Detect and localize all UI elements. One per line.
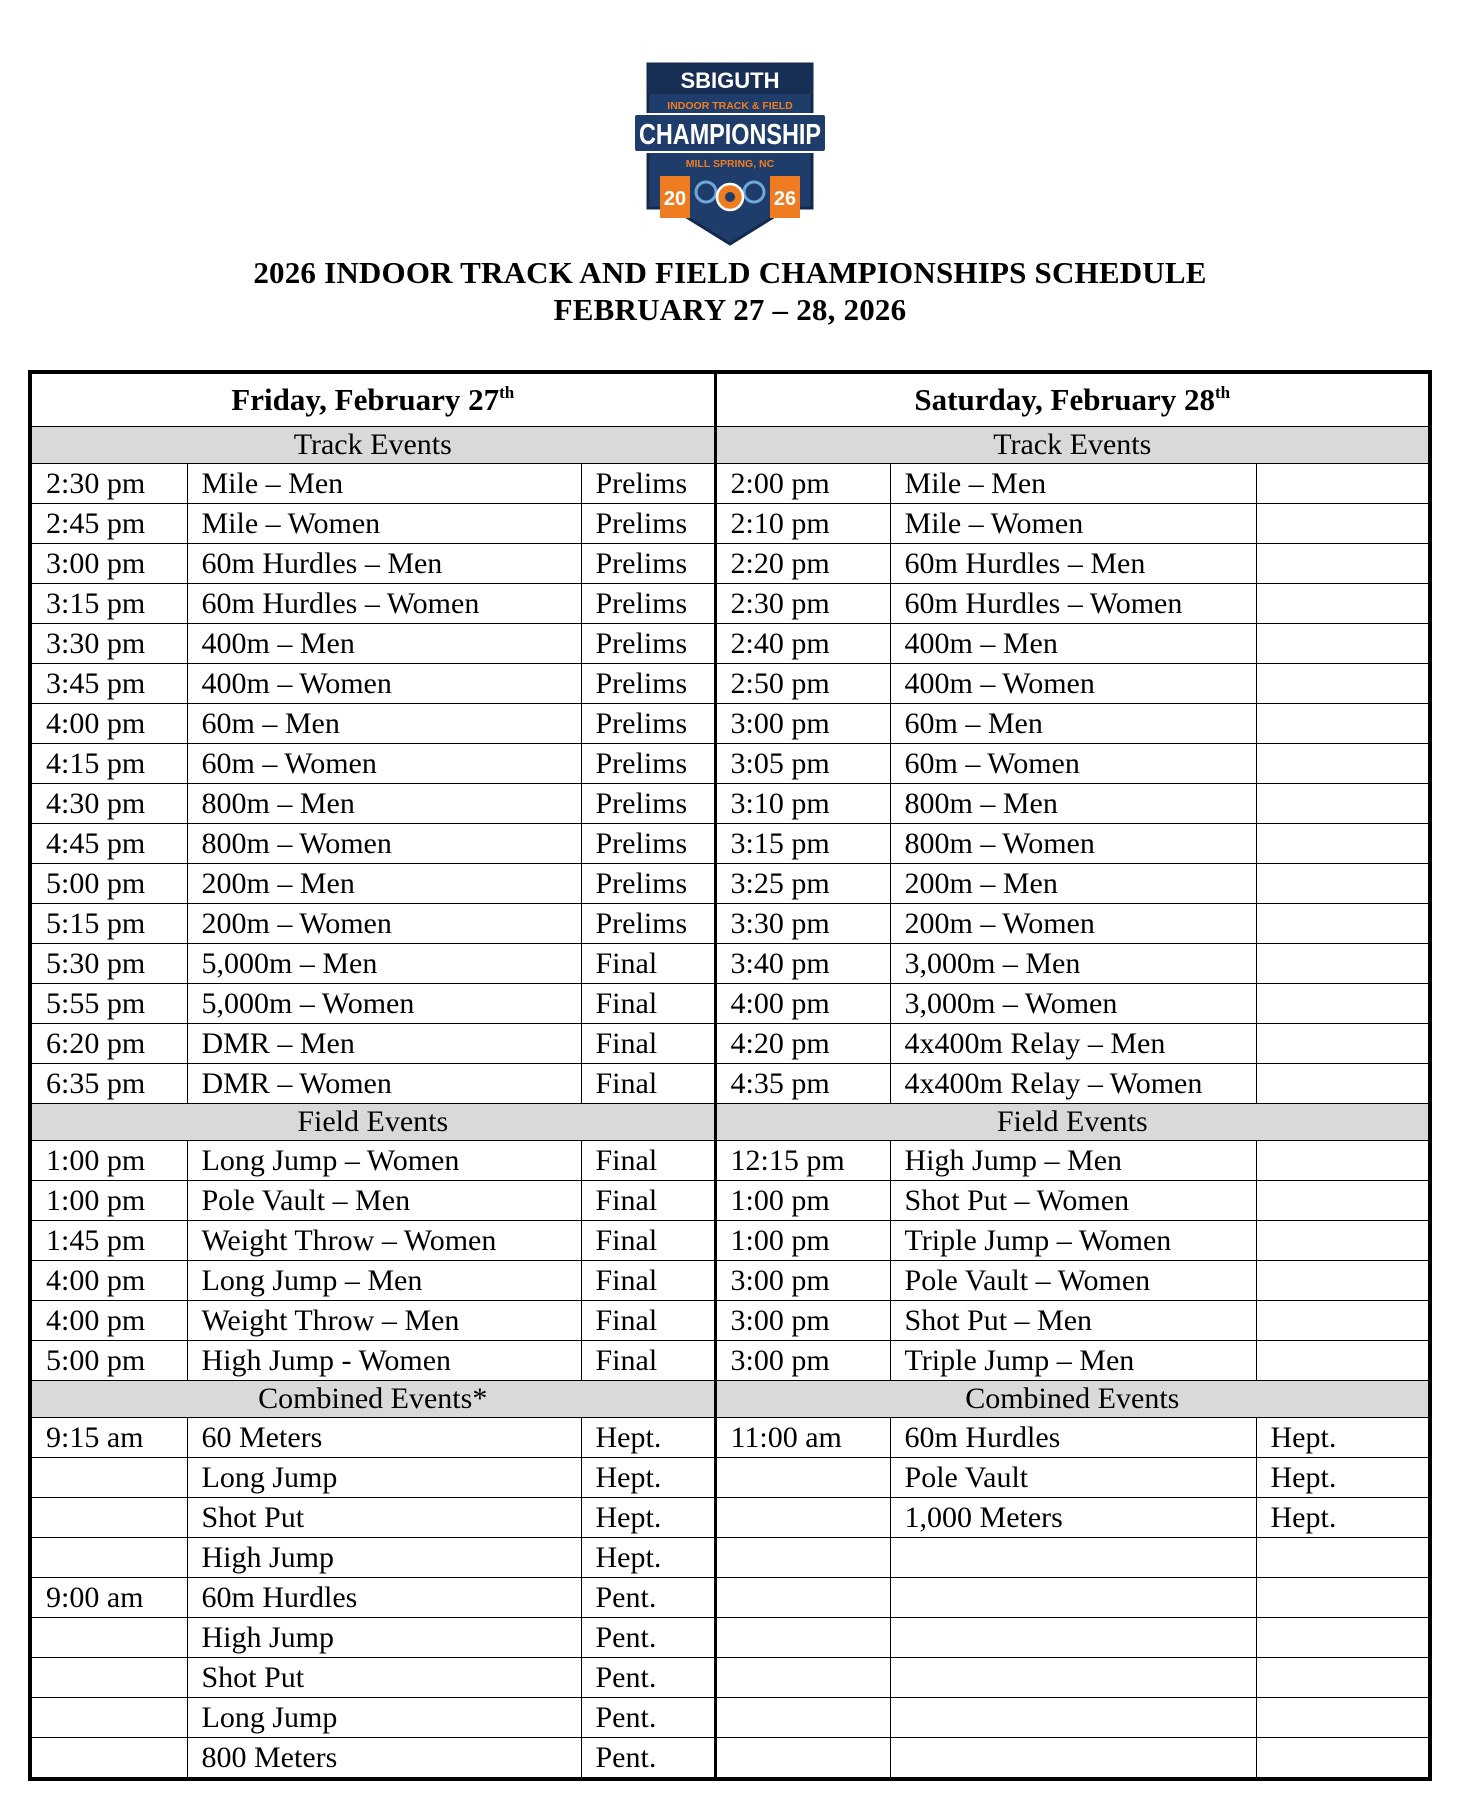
friday-time-cell: 2:45 pm [30,504,187,544]
friday-stage-cell: Final [581,1141,715,1181]
schedule-row [30,1658,1430,1698]
logo-year-right: 26 [773,188,797,210]
friday-time-cell [30,1498,187,1538]
saturday-stage-cell [1256,1181,1430,1221]
saturday-time-cell: 11:00 am [715,1418,890,1458]
friday-stage-cell: Prelims [581,624,715,664]
saturday-event-cell [890,1538,1256,1578]
schedule-row [30,784,1430,824]
friday-time-cell: 5:00 pm [30,864,187,904]
friday-time-cell: 1:00 pm [30,1181,187,1221]
saturday-stage-cell: Hept. [1256,1498,1430,1538]
schedule-row [30,1698,1430,1738]
friday-event-cell: Long Jump [187,1458,581,1498]
schedule-row [30,1458,1430,1498]
friday-event-cell: 400m – Women [187,664,581,704]
friday-stage-cell: Prelims [581,704,715,744]
saturday-event-cell: Shot Put – Women [890,1181,1256,1221]
saturday-time-cell: 4:35 pm [715,1064,890,1104]
saturday-track-label: Track Events [715,427,1430,464]
friday-stage-cell: Prelims [581,664,715,704]
saturday-stage-cell: Hept. [1256,1458,1430,1498]
schedule-row [30,864,1430,904]
championship-logo [630,58,830,248]
friday-time-cell [30,1658,187,1698]
schedule-row [30,1618,1430,1658]
saturday-time-cell [715,1618,890,1658]
saturday-stage-cell [1256,664,1430,704]
friday-combined-label: Combined Events* [30,1381,715,1418]
friday-event-cell: High Jump - Women [187,1341,581,1381]
saturday-time-cell [715,1738,890,1780]
track-section-header [30,427,1430,464]
saturday-stage-cell: Hept. [1256,1418,1430,1458]
saturday-time-cell: 3:00 pm [715,1341,890,1381]
saturday-stage-cell [1256,1024,1430,1064]
friday-time-cell: 5:15 pm [30,904,187,944]
saturday-stage-cell [1256,704,1430,744]
friday-stage-cell: Hept. [581,1418,715,1458]
saturday-event-cell: Triple Jump – Women [890,1221,1256,1261]
saturday-event-cell: 4x400m Relay – Men [890,1024,1256,1064]
saturday-stage-cell [1256,824,1430,864]
friday-stage-cell: Prelims [581,784,715,824]
friday-stage-cell: Prelims [581,864,715,904]
friday-track-label: Track Events [30,427,715,464]
friday-stage-cell: Prelims [581,824,715,864]
saturday-event-cell [890,1618,1256,1658]
saturday-field-label: Field Events [715,1104,1430,1141]
schedule-row [30,584,1430,624]
friday-time-cell: 5:30 pm [30,944,187,984]
friday-stage-cell: Pent. [581,1738,715,1780]
friday-event-cell: 60m Hurdles – Men [187,544,581,584]
friday-event-cell: 5,000m – Women [187,984,581,1024]
schedule-table [28,370,1432,1781]
friday-event-cell: Weight Throw – Men [187,1301,581,1341]
friday-stage-cell: Hept. [581,1538,715,1578]
saturday-stage-cell [1256,1301,1430,1341]
saturday-stage-cell [1256,784,1430,824]
saturday-time-cell: 4:20 pm [715,1024,890,1064]
saturday-time-cell: 3:10 pm [715,784,890,824]
saturday-event-cell: 400m – Men [890,624,1256,664]
friday-stage-cell: Pent. [581,1658,715,1698]
schedule-row [30,1261,1430,1301]
friday-field-label: Field Events [30,1104,715,1141]
friday-event-cell: Weight Throw – Women [187,1221,581,1261]
saturday-stage-cell [1256,1341,1430,1381]
saturday-stage-cell [1256,1221,1430,1261]
friday-time-cell: 3:30 pm [30,624,187,664]
schedule-row [30,1301,1430,1341]
saturday-stage-cell [1256,984,1430,1024]
saturday-event-cell: Triple Jump – Men [890,1341,1256,1381]
saturday-stage-cell [1256,1578,1430,1618]
schedule-row [30,704,1430,744]
friday-stage-cell: Final [581,1181,715,1221]
friday-time-cell: 3:00 pm [30,544,187,584]
saturday-event-cell [890,1738,1256,1780]
saturday-time-cell [715,1538,890,1578]
saturday-stage-cell [1256,1261,1430,1301]
friday-stage-cell: Hept. [581,1498,715,1538]
friday-time-cell: 6:35 pm [30,1064,187,1104]
schedule-row [30,1181,1430,1221]
schedule-row [30,504,1430,544]
saturday-event-cell: Mile – Men [890,464,1256,504]
friday-stage-cell: Final [581,1024,715,1064]
saturday-event-cell: 3,000m – Men [890,944,1256,984]
championship-logo-graphic [630,58,830,248]
saturday-event-cell [890,1658,1256,1698]
saturday-event-cell: 4x400m Relay – Women [890,1064,1256,1104]
saturday-event-cell: 800m – Men [890,784,1256,824]
schedule-table-body [30,372,1430,1779]
friday-stage-cell: Final [581,944,715,984]
schedule-row [30,1498,1430,1538]
schedule-row [30,1024,1430,1064]
friday-time-cell: 4:00 pm [30,704,187,744]
friday-time-cell [30,1458,187,1498]
schedule-row [30,1418,1430,1458]
friday-event-cell: Mile – Women [187,504,581,544]
friday-time-cell: 4:45 pm [30,824,187,864]
friday-event-cell: DMR – Men [187,1024,581,1064]
saturday-time-cell: 2:50 pm [715,664,890,704]
field-section-header [30,1104,1430,1141]
schedule-row [30,1538,1430,1578]
friday-event-cell: Mile – Men [187,464,581,504]
friday-day-suffix: th [499,383,515,402]
saturday-event-cell: 800m – Women [890,824,1256,864]
friday-stage-cell: Prelims [581,544,715,584]
friday-time-cell: 1:00 pm [30,1141,187,1181]
saturday-time-cell: 2:40 pm [715,624,890,664]
friday-time-cell [30,1698,187,1738]
friday-event-cell: 200m – Women [187,904,581,944]
schedule-row [30,1221,1430,1261]
day-header-row [30,372,1430,427]
saturday-combined-label: Combined Events [715,1381,1430,1418]
saturday-time-cell: 3:30 pm [715,904,890,944]
friday-event-cell: High Jump [187,1538,581,1578]
saturday-stage-cell [1256,584,1430,624]
friday-event-cell: 800 Meters [187,1738,581,1780]
saturday-stage-cell [1256,1618,1430,1658]
saturday-event-cell [890,1578,1256,1618]
saturday-time-cell: 2:00 pm [715,464,890,504]
friday-event-cell: 60 Meters [187,1418,581,1458]
friday-stage-cell: Final [581,1261,715,1301]
saturday-time-cell: 3:00 pm [715,704,890,744]
friday-stage-cell: Hept. [581,1458,715,1498]
logo-year-left: 20 [663,188,687,210]
saturday-time-cell [715,1458,890,1498]
saturday-stage-cell [1256,864,1430,904]
friday-event-cell: 60m Hurdles – Women [187,584,581,624]
friday-time-cell: 2:30 pm [30,464,187,504]
saturday-stage-cell [1256,744,1430,784]
saturday-event-cell: 200m – Women [890,904,1256,944]
saturday-stage-cell [1256,464,1430,504]
saturday-time-cell: 2:30 pm [715,584,890,624]
saturday-time-cell: 4:00 pm [715,984,890,1024]
saturday-time-cell: 1:00 pm [715,1221,890,1261]
friday-stage-cell: Prelims [581,904,715,944]
saturday-event-cell: 60m Hurdles [890,1418,1256,1458]
schedule-row [30,1738,1430,1780]
saturday-stage-cell [1256,904,1430,944]
friday-event-cell: High Jump [187,1618,581,1658]
saturday-event-cell: 3,000m – Women [890,984,1256,1024]
friday-time-cell: 9:00 am [30,1578,187,1618]
friday-time-cell [30,1738,187,1780]
friday-stage-cell: Final [581,1301,715,1341]
schedule-row [30,824,1430,864]
saturday-event-cell: 60m Hurdles – Men [890,544,1256,584]
schedule-row [30,744,1430,784]
saturday-event-cell [890,1698,1256,1738]
friday-event-cell: Shot Put [187,1498,581,1538]
saturday-time-cell: 3:25 pm [715,864,890,904]
saturday-stage-cell [1256,1738,1430,1780]
friday-event-cell: 800m – Men [187,784,581,824]
friday-time-cell: 5:00 pm [30,1341,187,1381]
friday-event-cell: Pole Vault – Men [187,1181,581,1221]
friday-stage-cell: Pent. [581,1578,715,1618]
friday-event-cell: 400m – Men [187,624,581,664]
saturday-time-cell [715,1578,890,1618]
saturday-time-cell [715,1658,890,1698]
friday-time-cell: 4:00 pm [30,1301,187,1341]
saturday-stage-cell [1256,1658,1430,1698]
friday-stage-cell: Prelims [581,504,715,544]
schedule-row [30,664,1430,704]
friday-time-cell: 9:15 am [30,1418,187,1458]
saturday-header [715,372,1430,427]
friday-event-cell: 60m Hurdles [187,1578,581,1618]
combined-section-header [30,1381,1430,1418]
friday-stage-cell: Prelims [581,744,715,784]
friday-time-cell [30,1538,187,1578]
saturday-time-cell: 2:10 pm [715,504,890,544]
friday-stage-cell: Final [581,1341,715,1381]
schedule-heading [0,254,1460,328]
saturday-time-cell: 1:00 pm [715,1181,890,1221]
friday-time-cell [30,1618,187,1658]
saturday-stage-cell [1256,1538,1430,1578]
friday-event-cell: 800m – Women [187,824,581,864]
saturday-event-cell: 60m – Men [890,704,1256,744]
friday-time-cell: 3:45 pm [30,664,187,704]
schedule-row [30,544,1430,584]
saturday-day: Saturday, February 28 [914,382,1215,417]
logo-line1-text: INDOOR TRACK & FIELD [667,100,793,112]
saturday-time-cell: 3:00 pm [715,1301,890,1341]
saturday-event-cell: 200m – Men [890,864,1256,904]
saturday-stage-cell [1256,944,1430,984]
saturday-event-cell: High Jump – Men [890,1141,1256,1181]
friday-time-cell: 1:45 pm [30,1221,187,1261]
saturday-event-cell: Pole Vault [890,1458,1256,1498]
saturday-time-cell: 3:15 pm [715,824,890,864]
saturday-event-cell: 60m Hurdles – Women [890,584,1256,624]
saturday-stage-cell [1256,1064,1430,1104]
schedule-row [30,944,1430,984]
friday-stage-cell: Pent. [581,1618,715,1658]
saturday-time-cell: 3:40 pm [715,944,890,984]
saturday-stage-cell [1256,1141,1430,1181]
friday-event-cell: 60m – Women [187,744,581,784]
schedule-row [30,1141,1430,1181]
friday-stage-cell: Final [581,984,715,1024]
saturday-event-cell: Mile – Women [890,504,1256,544]
saturday-time-cell: 2:20 pm [715,544,890,584]
friday-event-cell: Long Jump – Men [187,1261,581,1301]
friday-time-cell: 4:15 pm [30,744,187,784]
saturday-time-cell [715,1698,890,1738]
saturday-day-suffix: th [1214,383,1231,402]
saturday-event-cell: Shot Put – Men [890,1301,1256,1341]
schedule-row [30,1578,1430,1618]
friday-event-cell: 5,000m – Men [187,944,581,984]
friday-stage-cell: Prelims [581,464,715,504]
schedule-row [30,624,1430,664]
saturday-event-cell: 1,000 Meters [890,1498,1256,1538]
friday-stage-cell: Final [581,1064,715,1104]
saturday-stage-cell [1256,504,1430,544]
saturday-time-cell: 3:05 pm [715,744,890,784]
saturday-stage-cell [1256,624,1430,664]
saturday-event-cell: 400m – Women [890,664,1256,704]
friday-time-cell: 5:55 pm [30,984,187,1024]
friday-stage-cell: Pent. [581,1698,715,1738]
friday-event-cell: DMR – Women [187,1064,581,1104]
friday-header [30,372,715,427]
friday-time-cell: 3:15 pm [30,584,187,624]
friday-event-cell: Shot Put [187,1658,581,1698]
page-title: 2026 INDOOR TRACK AND FIELD CHAMPIONSHIPS SCHEDULE [253,255,1207,290]
friday-day: Friday, February 27 [231,382,500,417]
schedule-row [30,464,1430,504]
friday-time-cell: 4:00 pm [30,1261,187,1301]
saturday-event-cell: Pole Vault – Women [890,1261,1256,1301]
friday-time-cell: 4:30 pm [30,784,187,824]
saturday-stage-cell [1256,544,1430,584]
friday-event-cell: Long Jump – Women [187,1141,581,1181]
friday-stage-cell: Prelims [581,584,715,624]
saturday-time-cell: 3:00 pm [715,1261,890,1301]
logo-brand-text: SBIGUTH [680,68,780,93]
schedule-row [30,1064,1430,1104]
schedule-row [30,984,1430,1024]
page-subtitle: FEBRUARY 27 – 28, 2026 [553,292,907,327]
schedule-row [30,904,1430,944]
saturday-time-cell [715,1498,890,1538]
logo-line3-text: MILL SPRING, NC [685,158,775,170]
friday-event-cell: 200m – Men [187,864,581,904]
logo-line2-text: CHAMPIONSHIP [639,119,821,151]
saturday-event-cell: 60m – Women [890,744,1256,784]
friday-event-cell: 60m – Men [187,704,581,744]
friday-event-cell: Long Jump [187,1698,581,1738]
saturday-stage-cell [1256,1698,1430,1738]
friday-stage-cell: Final [581,1221,715,1261]
saturday-time-cell: 12:15 pm [715,1141,890,1181]
schedule-row [30,1341,1430,1381]
friday-time-cell: 6:20 pm [30,1024,187,1064]
